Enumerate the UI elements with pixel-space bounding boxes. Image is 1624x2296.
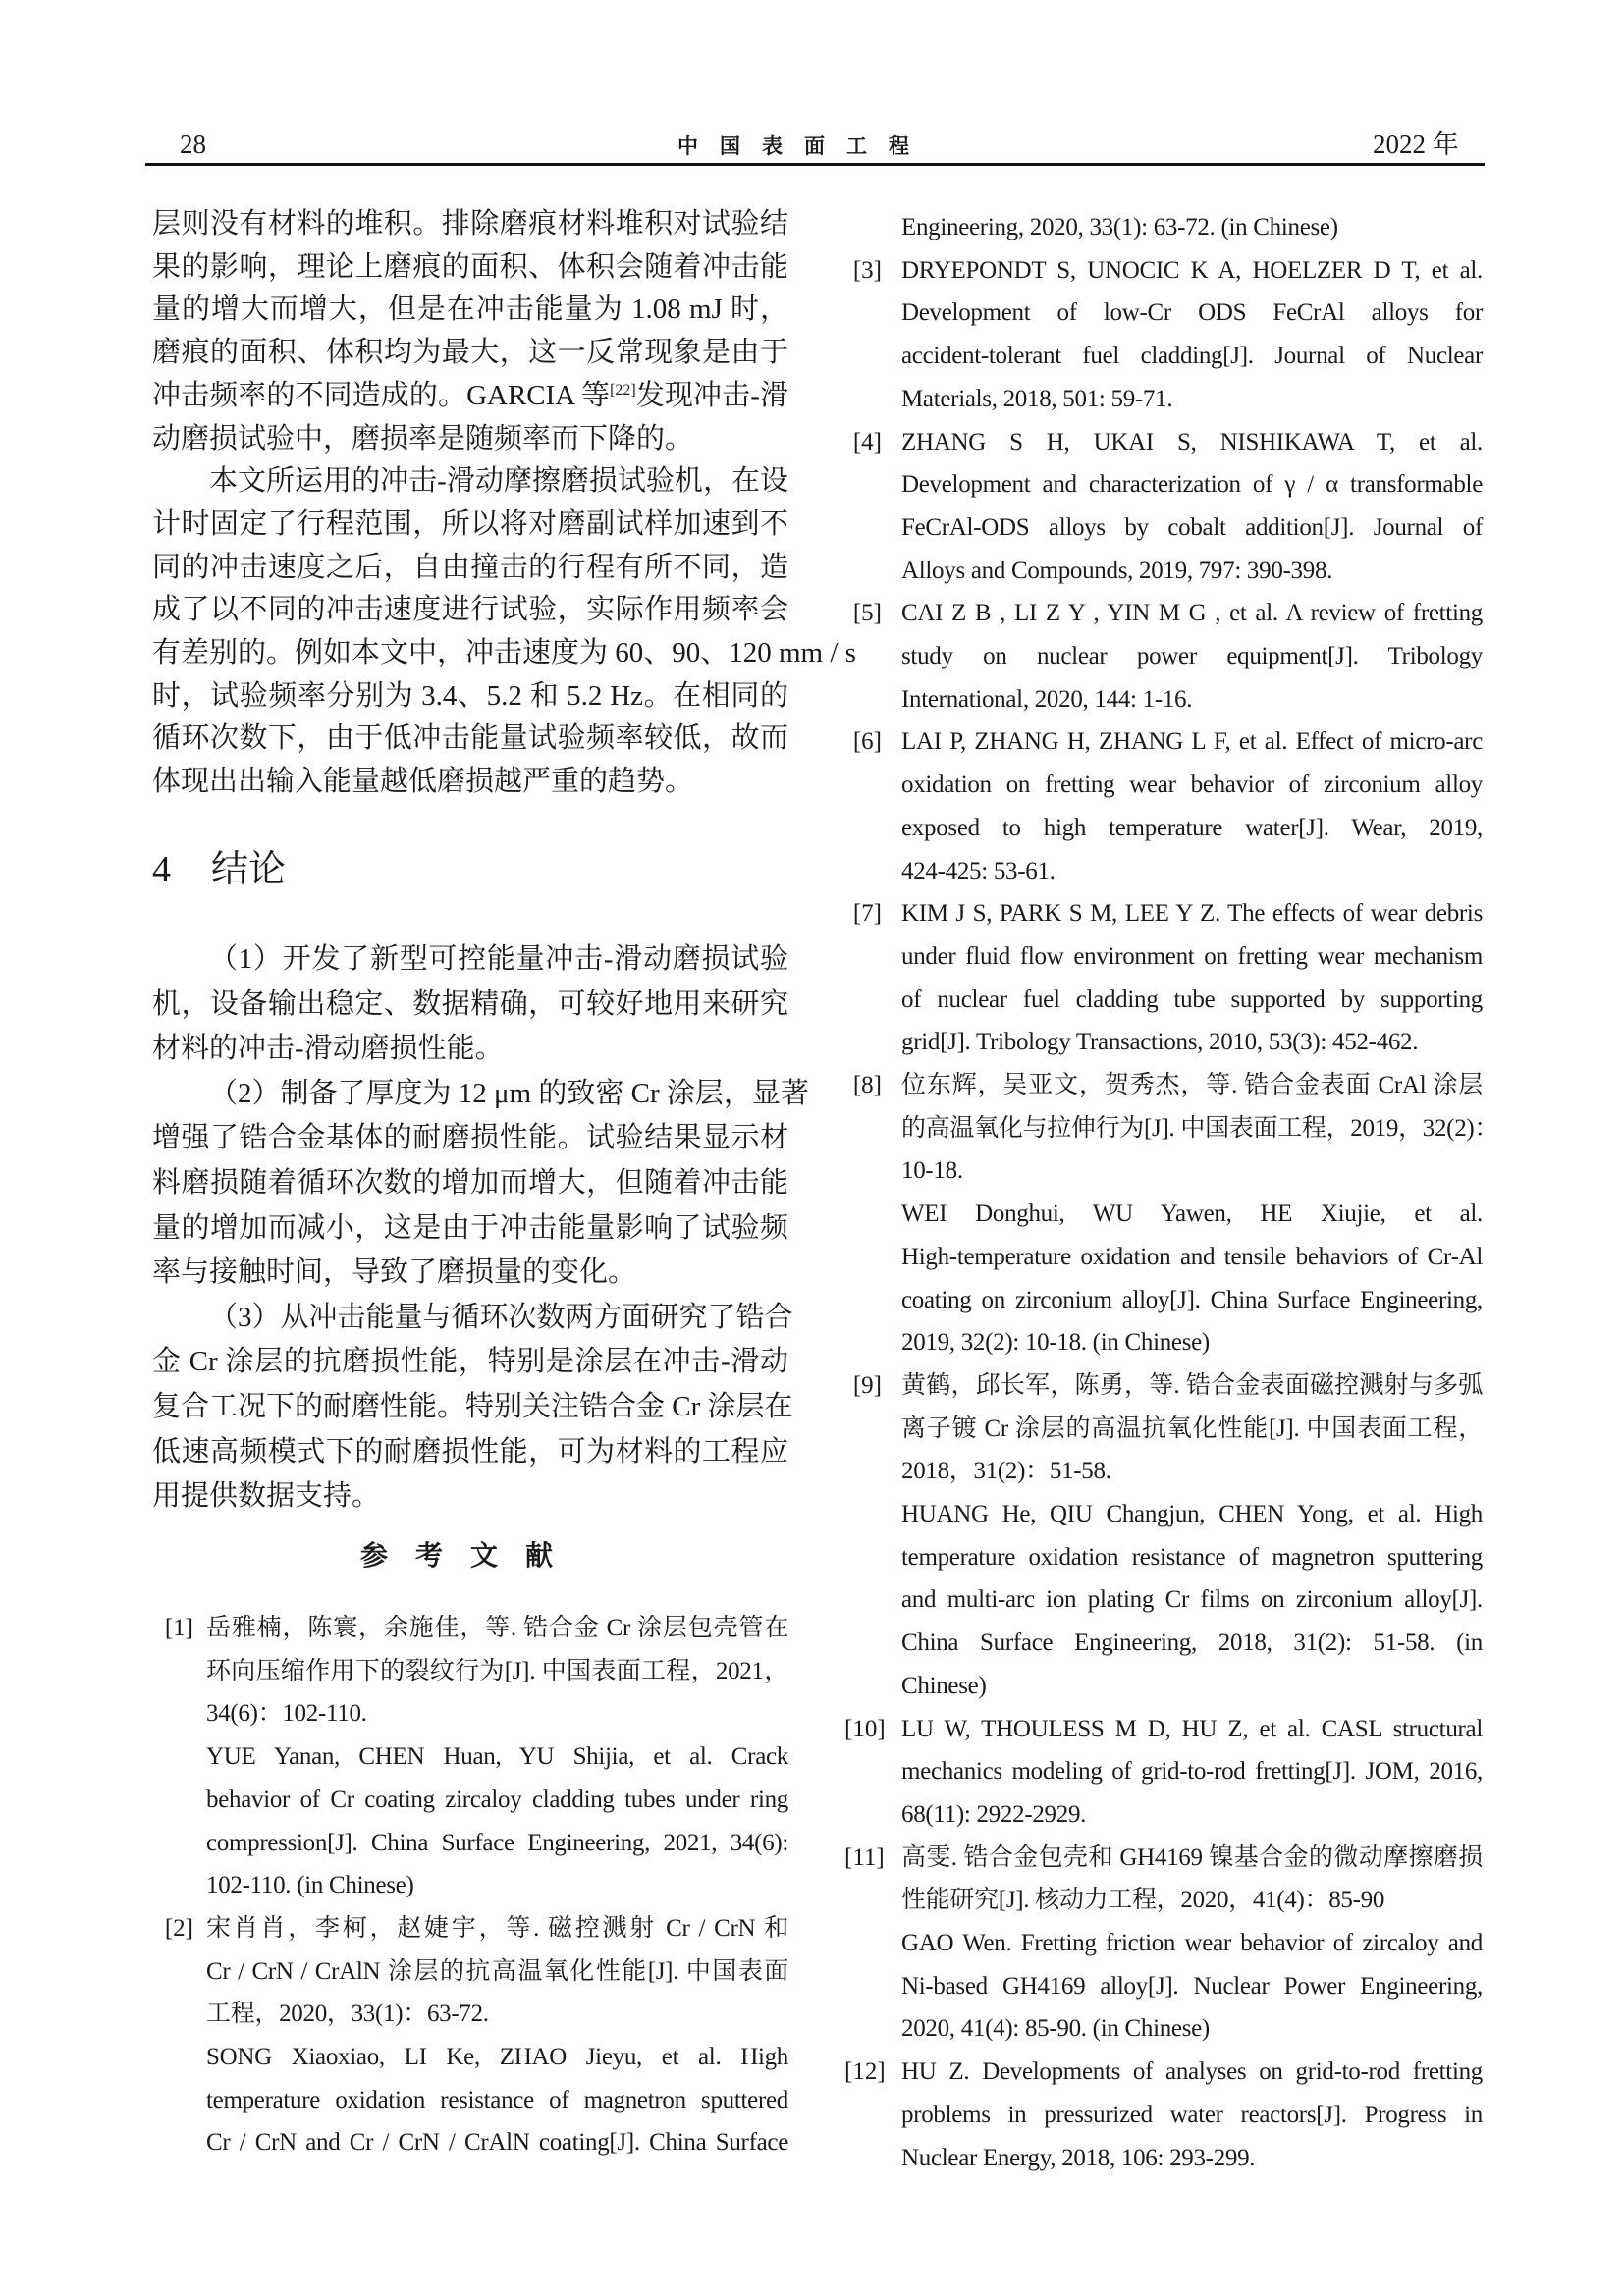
text-line: 宋肖肖，李柯，赵婕宇，等. 磁控溅射 Cr / CrN 和 [206, 1914, 788, 1942]
text-line: 机，设备输出稳定、数据精确，可较好地用来研究 [152, 988, 788, 1020]
reference-number: [6] [852, 728, 882, 756]
text-line: 有差别的。例如本文中，冲击速度为 60、90、120 mm / s [152, 637, 856, 668]
text-line: 料磨损随着循环次数的增加而增大，但随着冲击能 [152, 1167, 788, 1199]
reference-number: [4] [852, 428, 882, 455]
reference-number: [2] [164, 1914, 193, 1942]
reference-number: [3] [852, 256, 882, 284]
text-line: 循环次数下，由于低冲击能量试验频率较低，故而 [152, 722, 788, 755]
text-line: 计时固定了行程范围，所以将对磨副试样加速到不 [152, 507, 788, 540]
text-line: 果的影响，理论上磨痕的面积、体积会随着冲击能 [152, 250, 788, 283]
text-line: 增强了锆合金基体的耐磨损性能。试验结果显示材 [152, 1122, 788, 1154]
citation-superscript: [22] [610, 381, 636, 399]
text-line: ZHANG S H, UKAI S, NISHIKAWA T, et al. [901, 428, 1483, 455]
text-line: GAO Wen. Fretting friction wear behavior of zircaloy and [901, 1930, 1483, 1956]
text-line: 高雯. 锆合金包壳和 GH4169 镍基合金的微动摩擦磨损 [901, 1843, 1483, 1871]
text-line: CAI Z B , LI Z Y , YIN M G , et al. A review of fretting [901, 600, 1483, 627]
reference-number: [5] [852, 600, 882, 627]
text-line: 岳雅楠，陈寰，余施佳，等. 锆合金 Cr 涂层包壳管在 [206, 1615, 788, 1641]
text-line: 68(11): 2922-2929. [901, 1800, 1087, 1828]
reference-number: [9] [852, 1371, 882, 1399]
text-line: 体现出出输入能量越低磨损越严重的趋势。 [152, 766, 694, 798]
text-line: LAI P, ZHANG H, ZHANG L F, et al. Effect of micro-arc [901, 728, 1483, 756]
text-line: problems in pressurized water reactors[J]. Progress in [901, 2101, 1483, 2128]
text-line: LU W, THOULESS M D, HU Z, et al. CASL structural [901, 1715, 1483, 1742]
text-line: DRYEPONDT S, UNOCIC K A, HOELZER D T, et al. [901, 256, 1483, 284]
text-line: oxidation on fretting wear behavior of zirconium alloy [901, 772, 1483, 799]
text-line: temperature oxidation resistance of magnetron sputtered [206, 2086, 788, 2113]
text-line: 磨痕的面积、体积均为最大，这一反常现象是由于 [152, 337, 788, 369]
reference-number: [11] [844, 1843, 885, 1871]
references-title: 参考文献 [359, 1541, 580, 1572]
reference-number: [12] [844, 2058, 886, 2086]
text-line: China Surface Engineering, 2018, 31(2): 51-58. (in [901, 1629, 1483, 1657]
text-line: HUANG He, QIU Changjun, CHEN Yong, et al. High [901, 1501, 1483, 1527]
text-line: High-temperature oxidation and tensile behaviors of Cr-Al [901, 1243, 1483, 1270]
text-fragment: 冲击频率的不同造成的。GARCIA 等 [152, 379, 611, 411]
text-line: 层则没有材料的堆积。排除磨痕材料堆积对试验结 [152, 208, 788, 240]
page-number: 28 [180, 130, 206, 159]
text-line: mechanics modeling of grid-to-rod fretting[J]. JOM, 2016, [901, 1758, 1483, 1786]
text-line: 量的增大而增大，但是在冲击能量为 1.08 mJ 时， [152, 294, 788, 326]
text-line: temperature oxidation resistance of magnetron sputtering [901, 1543, 1483, 1571]
text-line: （2）制备了厚度为 12 μm 的致密 Cr 涂层，显著 [209, 1077, 809, 1109]
text-line: 的高温氧化与拉伸行为[J]. 中国表面工程，2019，32(2)： [901, 1114, 1499, 1142]
text-line: FeCrAl-ODS alloys by cobalt addition[J]. Journal of [901, 513, 1483, 541]
text-fragment: 发现冲击-滑 [635, 379, 788, 411]
text-line: 复合工况下的耐磨性能。特别关注锆合金 Cr 涂层在 [152, 1391, 793, 1422]
text-line: 时，试验频率分别为 3.4、5.2 和 5.2 Hz。在相同的 [152, 679, 788, 712]
text-line: 金 Cr 涂层的抗磨损性能，特别是涂层在冲击-滑动 [152, 1346, 788, 1378]
text-line: 率与接触时间，导致了磨损量的变化。 [152, 1256, 637, 1289]
text-line: 用提供数据支持。 [152, 1480, 381, 1513]
text-line: 材料的冲击-滑动磨损性能。 [152, 1033, 504, 1065]
text-line: accident-tolerant fuel cladding[J]. Journal of Nuclear [901, 343, 1483, 370]
text-line: HU Z. Developments of analyses on grid-to-rod fretting [901, 2058, 1483, 2086]
text-line: 环向压缩作用下的裂纹行为[J]. 中国表面工程，2021， [206, 1657, 788, 1684]
text-line: Chinese) [901, 1672, 987, 1699]
text-line: 量的增加而减小，这是由于冲击能量影响了试验频 [152, 1211, 788, 1244]
text-line: SONG Xiaoxiao, LI Ke, ZHAO Jieyu, et al. High [206, 2044, 788, 2070]
text-line: Nuclear Energy, 2018, 106: 293-299. [901, 2144, 1256, 2171]
text-line: Cr / CrN / CrAlN 涂层的抗高温氧化性能[J]. 中国表面 [206, 1957, 788, 1985]
reference-number: [7] [852, 900, 882, 928]
text-line: 2020, 41(4): 85-90. (in Chinese) [901, 2015, 1210, 2043]
text-line: behavior of Cr coating zircaloy cladding tubes under ring [206, 1786, 788, 1813]
text-line: International, 2020, 144: 1-16. [901, 685, 1193, 713]
text-line: Cr / CrN and Cr / CrN / CrAlN coating[J]. China Surface [206, 2129, 788, 2157]
section-title: 结论 [211, 849, 287, 890]
text-line: Development and characterization of γ / α transformable [901, 471, 1483, 499]
text-line: YUE Yanan, CHEN Huan, YU Shijia, et al. Crack [206, 1743, 788, 1771]
text-line: study on nuclear power equipment[J]. Tribology [901, 643, 1483, 669]
reference-number: [10] [844, 1715, 886, 1742]
text-line: 位东辉，吴亚文，贺秀杰，等. 锆合金表面 CrAl 涂层 [901, 1072, 1483, 1098]
text-line: Engineering, 2020, 33(1): 63-72. (in Chinese) [901, 214, 1338, 240]
text-line: exposed to high temperature water[J]. Wear, 2019, [901, 814, 1483, 841]
journal-title: 中国表面工程 [677, 134, 931, 158]
text-line: 424-425: 53-61. [901, 857, 1056, 884]
text-line: KIM J S, PARK S M, LEE Y Z. The effects of wear debris [901, 900, 1483, 928]
text-line: 低速高频模式下的耐磨损性能，可为材料的工程应 [152, 1435, 788, 1468]
text-line: compression[J]. China Surface Engineering, 2021, 34(6): [206, 1829, 788, 1856]
text-line: 本文所运用的冲击-滑动摩擦磨损试验机，在设 [209, 465, 788, 498]
text-line: Materials, 2018, 501: 59-71. [901, 385, 1173, 412]
text-line: 10-18. [901, 1157, 963, 1185]
text-line [152, 374, 788, 417]
text-line: 黄鹤，邱长军，陈勇，等. 锆合金表面磁控溅射与多弧 [901, 1371, 1483, 1399]
section-heading [152, 846, 286, 893]
text-line: and multi-arc ion plating Cr films on zirconium alloy[J]. [901, 1586, 1483, 1614]
text-line: under fluid flow environment on fretting wear mechanism [901, 942, 1483, 970]
reference-number: [8] [852, 1072, 882, 1098]
reference-number: [1] [164, 1615, 193, 1641]
text-line: （1）开发了新型可控能量冲击-滑动磨损试验 [209, 943, 788, 975]
text-line: 2018，31(2)：51-58. [901, 1458, 1111, 1485]
text-line: of nuclear fuel cladding tube supported by supporting [901, 986, 1483, 1013]
text-line: WEI Donghui, WU Yawen, HE Xiujie, et al. [901, 1201, 1483, 1228]
issue-year: 2022 年 [1373, 130, 1459, 159]
text-line: Alloys and Compounds, 2019, 797: 390-398. [901, 557, 1333, 584]
text-line: 102-110. (in Chinese) [206, 1872, 414, 1899]
text-line: 工程，2020，33(1)：63-72. [206, 2001, 489, 2028]
header-rule [145, 163, 1485, 166]
text-line: 同的冲击速度之后，自由撞击的行程有所不同，造 [152, 551, 788, 583]
text-line: 离子镀 Cr 涂层的高温抗氧化性能[J]. 中国表面工程， [901, 1415, 1483, 1442]
section-number: 4 [152, 849, 171, 890]
text-line: 动磨损试验中，磨损率是随频率而下降的。 [152, 422, 694, 454]
text-line: 34(6)：102-110. [206, 1700, 367, 1728]
text-line: （3）从冲击能量与循环次数两方面研究了锆合 [209, 1301, 793, 1333]
text-line: Development of low-Cr ODS FeCrAl alloys for [901, 299, 1483, 327]
text-line: grid[J]. Tribology Transactions, 2010, 53(3): 452-462. [901, 1029, 1419, 1056]
text-line: 性能研究[J]. 核动力工程，2020，41(4)：85-90 [901, 1887, 1385, 1914]
text-line: 成了以不同的冲击速度进行试验，实际作用频率会 [152, 594, 788, 626]
text-line: 2019, 32(2): 10-18. (in Chinese) [901, 1329, 1210, 1357]
text-line: Ni-based GH4169 alloy[J]. Nuclear Power Engineering, [901, 1972, 1483, 2000]
text-line: coating on zirconium alloy[J]. China Surface Engineering, [901, 1286, 1483, 1313]
